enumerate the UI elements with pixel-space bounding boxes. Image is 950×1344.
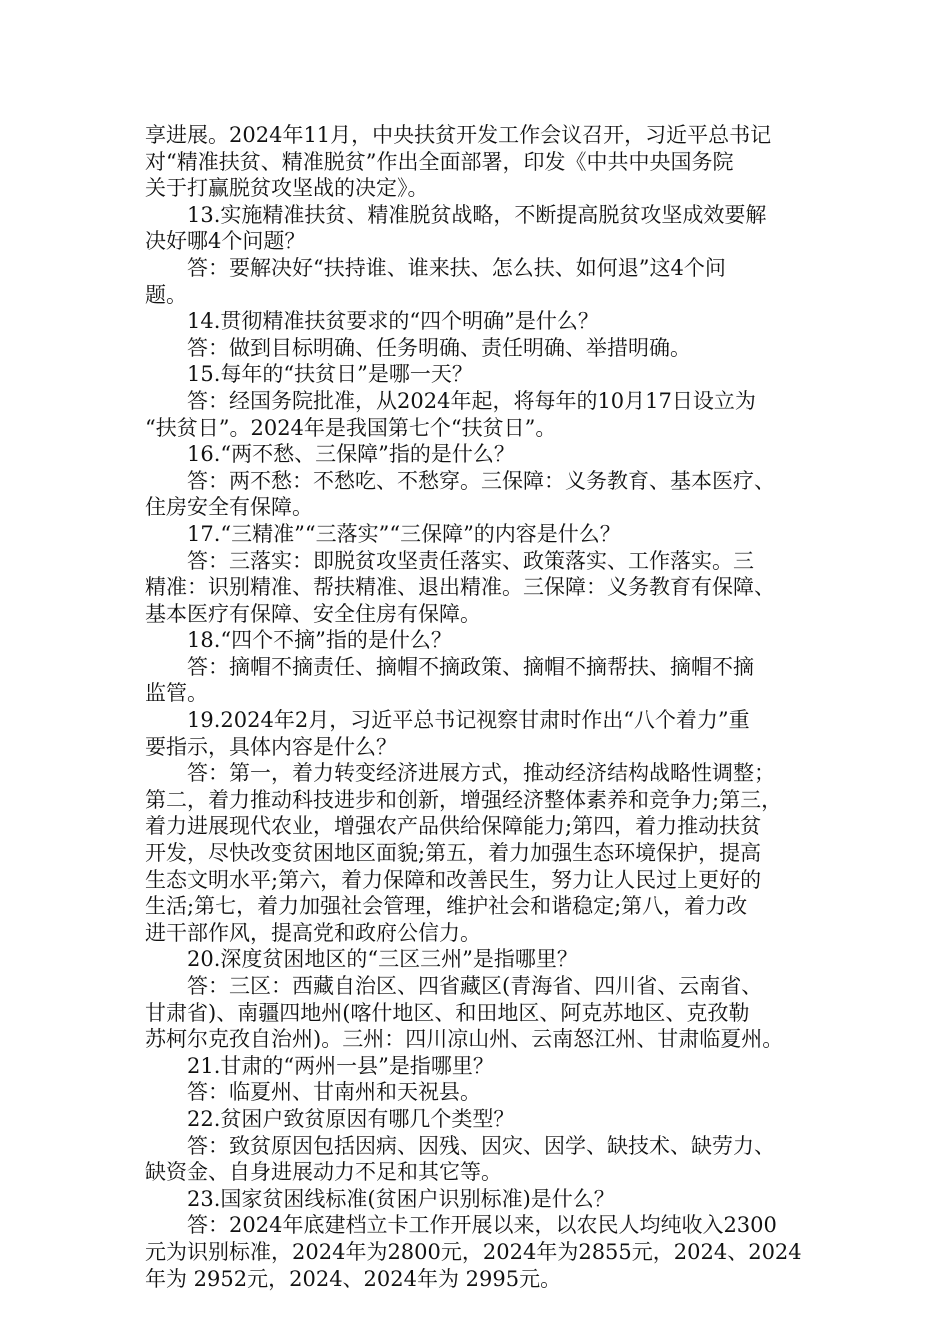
- text-line: 答：要解决好“扶持谁、谁来扶、怎么扶、如何退”这4个问: [187, 255, 726, 280]
- text-line: 题。: [145, 282, 187, 307]
- text-line: 答：三落实：即脱贫攻坚责任落实、政策落实、工作落实。三: [187, 548, 754, 573]
- text-line: 苏柯尔克孜自治州)。三州：四川凉山州、云南怒江州、甘肃临夏州。: [145, 1027, 784, 1052]
- text-line: “扶贫日”。2024年是我国第七个“扶贫日”。: [145, 415, 557, 440]
- text-line: 开发，尽快改变贫困地区面貌;第五，着力加强生态环境保护，提高: [145, 841, 762, 866]
- text-line: 20.深度贫困地区的“三区三州”是指哪里？: [187, 947, 578, 972]
- text-line: 答：2024年底建档立卡工作开展以来，以农民人均纯收入2300: [187, 1213, 777, 1238]
- text-line: 答：三区：西藏自治区、四省藏区(青海省、四川省、云南省、: [187, 974, 763, 998]
- text-line: 答：做到目标明确、任务明确、责任明确、举措明确。: [187, 335, 691, 360]
- text-line: 年为 2952元，2024、2024年为 2995元。: [145, 1266, 562, 1291]
- text-line: 19.2024年2月，习近平总书记视察甘肃时作出“八个着力”重: [187, 708, 750, 733]
- text-line: 对“精准扶贫、精准脱贫”作出全面部署，印发《中共中央国务院: [145, 149, 734, 174]
- text-line: 享进展。2024年11月，中央扶贫开发工作会议召开，习近平总书记: [145, 123, 772, 147]
- text-line: 16.“两不愁、三保障”指的是什么？: [187, 442, 515, 467]
- text-line: 17.“三精准”“三落实”“三保障”的内容是什么？: [187, 521, 621, 546]
- text-line: 21.甘肃的“两州一县”是指哪里？: [187, 1053, 494, 1078]
- document-body: [145, 122, 810, 1292]
- text-line: 着力进展现代农业，增强农产品供给保障能力;第四，着力推动扶贫: [145, 814, 762, 839]
- text-line: 关于打赢脱贫攻坚战的决定》。: [145, 176, 429, 201]
- text-line: 答：两不愁：不愁吃、不愁穿。三保障：义务教育、基本医疗、: [187, 468, 775, 493]
- text-line: 23.国家贫困线标准(贫困户识别标准)是什么？: [187, 1186, 615, 1211]
- text-line: 14.贯彻精准扶贫要求的“四个明确”是什么？: [187, 309, 599, 334]
- text-line: 生活;第七，着力加强社会管理，维护社会和谐稳定;第八，着力改: [145, 894, 748, 919]
- text-line: 答：第一，着力转变经济进展方式，推动经济结构战略性调整；: [187, 761, 775, 786]
- text-line: 答：临夏州、甘南州和天祝县。: [187, 1080, 481, 1105]
- text-line: 基本医疗有保障、安全住房有保障。: [145, 601, 481, 626]
- text-line: 元为识别标准，2024年为2800元，2024年为2855元，2024、2024: [145, 1239, 802, 1264]
- text-line: 18.“四个不摘”指的是什么？: [187, 628, 452, 653]
- text-line: 监管。: [145, 681, 208, 706]
- text-line: 15.每年的“扶贫日”是哪一天？: [187, 362, 473, 387]
- text-line: 第二，着力推动科技进步和创新，增强经济整体素养和竞争力;第三，: [145, 787, 783, 812]
- text-line: 答：致贫原因包括因病、因残、因灾、因学、缺技术、缺劳力、: [187, 1133, 775, 1158]
- text-line: 甘肃省)、南疆四地州(喀什地区、和田地区、阿克苏地区、克孜勒: [145, 1000, 750, 1025]
- text-line: 13.实施精准扶贫、精准脱贫战略，不断提高脱贫攻坚成效要解: [187, 202, 767, 227]
- text-line: 精准：识别精准、帮扶精准、退出精准。三保障：义务教育有保障、: [145, 575, 775, 600]
- text-line: 生态文明水平;第六，着力保障和改善民生，努力让人民过上更好的: [145, 867, 762, 892]
- text-line: 答：经国务院批准，从2024年起，将每年的10月17日设立为: [187, 388, 756, 413]
- text-line: 22.贫困户致贫原因有哪几个类型？: [187, 1106, 515, 1131]
- text-line: 决好哪4个问题？: [145, 229, 306, 254]
- text-line: 答：摘帽不摘责任、摘帽不摘政策、摘帽不摘帮扶、摘帽不摘: [187, 654, 754, 679]
- text-line: 缺资金、自身进展动力不足和其它等。: [145, 1160, 502, 1185]
- text-line: 进干部作风，提高党和政府公信力。: [145, 920, 481, 945]
- text-line: 住房安全有保障。: [145, 495, 313, 520]
- text-line: 要指示，具体内容是什么？: [145, 734, 397, 759]
